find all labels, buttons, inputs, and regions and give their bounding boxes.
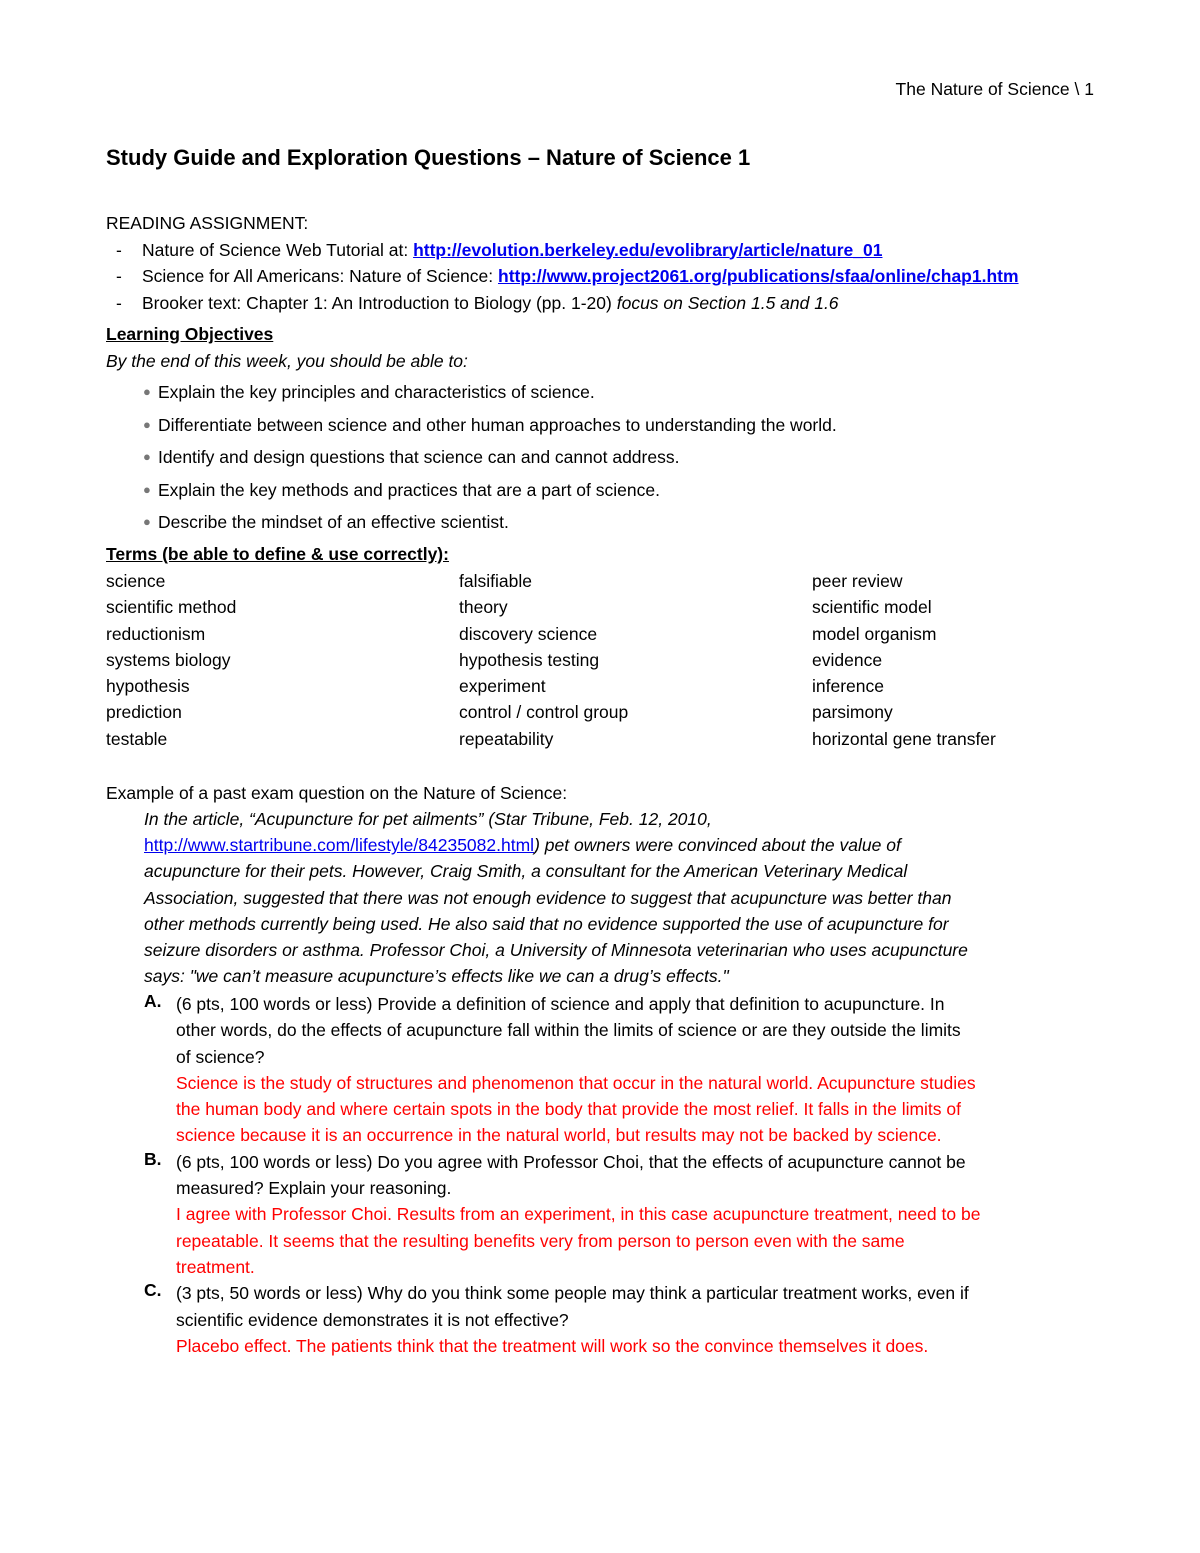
question-line: (6 pts, 100 words or less) Do you agree with Professor Choi, that the effects of acupuncture cannot be xyxy=(176,1151,966,1172)
question-c xyxy=(106,1280,1106,1359)
passage-line: In the article, “Acupuncture for pet ailments” (Star Tribune, Feb. 12, 2010, xyxy=(144,809,712,829)
passage-line: Association, suggested that there was not enough evidence to suggest that acupuncture was better than xyxy=(144,887,952,908)
berkeley-link[interactable]: http://evolution.berkeley.edu/evolibrary/article/nature_01 xyxy=(413,239,883,260)
example-intro-block xyxy=(106,780,1100,807)
term: evidence xyxy=(812,649,883,670)
question-letter: C. xyxy=(144,1280,162,1301)
term: horizontal gene transfer xyxy=(812,728,996,749)
list-item: ● Explain the key principles and characteristics of science. xyxy=(106,376,1100,409)
question-a xyxy=(106,991,1106,1149)
answer-line: Placebo effect. The patients think that the treatment will work so the convince themselves it does. xyxy=(176,1335,929,1356)
passage-line: other methods currently being used. He also said that no evidence supported the use of acupuncture for xyxy=(144,913,949,934)
term: systems biology xyxy=(106,649,231,670)
passage-line: seizure disorders or asthma. Professor Choi, a University of Minnesota veterinarian who uses acupuncture xyxy=(144,939,968,960)
question-letter: A. xyxy=(144,991,162,1011)
term: hypothesis testing xyxy=(459,649,600,670)
term: parsimony xyxy=(812,702,893,723)
list-item: ● Explain the key methods and practices that are a part of science. xyxy=(106,474,1100,507)
term: experiment xyxy=(459,676,546,697)
term: prediction xyxy=(106,702,182,723)
answer-line: Science is the study of structures and phenomenon that occur in the natural world. Acupuncture studies xyxy=(176,1072,976,1093)
term: theory xyxy=(459,597,508,618)
term: repeatability xyxy=(459,728,554,749)
objectives-intro: By the end of this week, you should be able to: xyxy=(106,350,468,371)
question-line: other words, do the effects of acupuncture fall within the limits of science or are they outside the limits xyxy=(176,1020,961,1041)
terms-heading: Terms (be able to define & use correctly): xyxy=(106,544,449,564)
reading-item-3: - Brooker text: Chapter 1: An Introduction to Biology (pp. 1-20) focus on Section 1.5 and 1.6 xyxy=(116,292,839,313)
example-intro: Example of a past exam question on the Nature of Science: xyxy=(106,783,568,803)
learning-objectives xyxy=(106,321,1100,374)
terms-table xyxy=(106,568,1106,752)
answer-line: science because it is an occurrence in the natural world, but results may not be backed by science. xyxy=(176,1125,942,1146)
list-item: ● Identify and design questions that science can and cannot address. xyxy=(106,441,1100,474)
passage-line: acupuncture for their pets. However, Craig Smith, a consultant for the American Veterinary Medical xyxy=(144,861,908,882)
answer-line: I agree with Professor Choi. Results from an experiment, in this case acupuncture treatment, need to be xyxy=(176,1204,981,1225)
question-line: scientific evidence demonstrates it is not effective? xyxy=(176,1309,569,1330)
term: peer review xyxy=(812,571,903,591)
term: hypothesis xyxy=(106,676,190,697)
question-line: (3 pts, 50 words or less) Why do you think some people may think a particular treatment works, even if xyxy=(176,1283,969,1304)
question-line: of science? xyxy=(176,1046,265,1067)
reading-item-text: Nature of Science Web Tutorial at: xyxy=(142,239,414,260)
list-item: ● Describe the mindset of an effective scientist. xyxy=(106,506,1100,539)
document-title: Study Guide and Exploration Questions – Nature of Science 1 xyxy=(106,145,751,170)
passage-line: http://www.startribune.com/lifestyle/84235082.html) pet owners were convinced about the value of xyxy=(144,835,901,856)
project2061-link[interactable]: http://www.project2061.org/publications/sfaa/online/chap1.htm xyxy=(498,266,1019,286)
term: control / control group xyxy=(459,702,629,723)
reading-item-text: Science for All Americans: Nature of Science: xyxy=(142,266,498,286)
bullet-icon: ● xyxy=(143,481,151,497)
reading-item-1: - Nature of Science Web Tutorial at: http://evolution.berkeley.edu/evolibrary/article/nature_01 xyxy=(116,239,883,260)
bullet-icon: ● xyxy=(143,514,151,529)
startribune-link[interactable]: http://www.startribune.com/lifestyle/84235082.html xyxy=(144,835,535,856)
terms-section xyxy=(106,541,1100,568)
answer-line: the human body and where certain spots in the body that provide the most relief. It falls in the limits of xyxy=(176,1099,962,1120)
list-item: ● Differentiate between science and other human approaches to understanding the world. xyxy=(106,409,1100,442)
reading-item-text: Brooker text: Chapter 1: An Introduction to Biology (pp. 1-20) xyxy=(142,292,617,313)
term: reductionism xyxy=(106,623,206,644)
term: testable xyxy=(106,728,168,749)
running-head: The Nature of Science \ 1 xyxy=(895,79,1094,99)
bullet-icon: ● xyxy=(143,416,151,432)
objectives-heading: Learning Objectives xyxy=(106,324,274,344)
bullet-icon: ● xyxy=(143,384,151,399)
question-line: (6 pts, 100 words or less) Provide a definition of science and apply that definition to acupuncture. In xyxy=(176,994,945,1014)
answer-line: treatment. xyxy=(176,1256,255,1277)
term: discovery science xyxy=(459,623,598,644)
question-line: measured? Explain your reasoning. xyxy=(176,1178,452,1199)
example-passage xyxy=(144,806,1094,989)
term: inference xyxy=(812,676,884,697)
answer-line: repeatable. It seems that the resulting benefits very from person to person even with the same xyxy=(176,1230,905,1251)
bullet-icon: ● xyxy=(143,449,151,464)
question-b xyxy=(106,1149,1106,1280)
objectives-list xyxy=(106,376,1100,539)
question-letter: B. xyxy=(144,1148,162,1169)
passage-line: says: "we can’t measure acupuncture’s effects like we can a drug’s effects." xyxy=(144,966,729,987)
reading-item-2: - Science for All Americans: Nature of Science: http://www.project2061.org/publications/sfaa/online/chap1.htm xyxy=(116,266,1019,286)
questions xyxy=(106,991,1106,1359)
reading-label: READING ASSIGNMENT: xyxy=(106,213,309,233)
term: scientific model xyxy=(812,597,932,618)
reading-item-focus: focus on Section 1.5 and 1.6 xyxy=(616,292,839,313)
term: falsifiable xyxy=(459,571,532,591)
term: scientific method xyxy=(106,597,237,618)
term: science xyxy=(106,571,166,591)
reading-assignment xyxy=(106,210,1100,316)
term: model organism xyxy=(812,623,937,644)
